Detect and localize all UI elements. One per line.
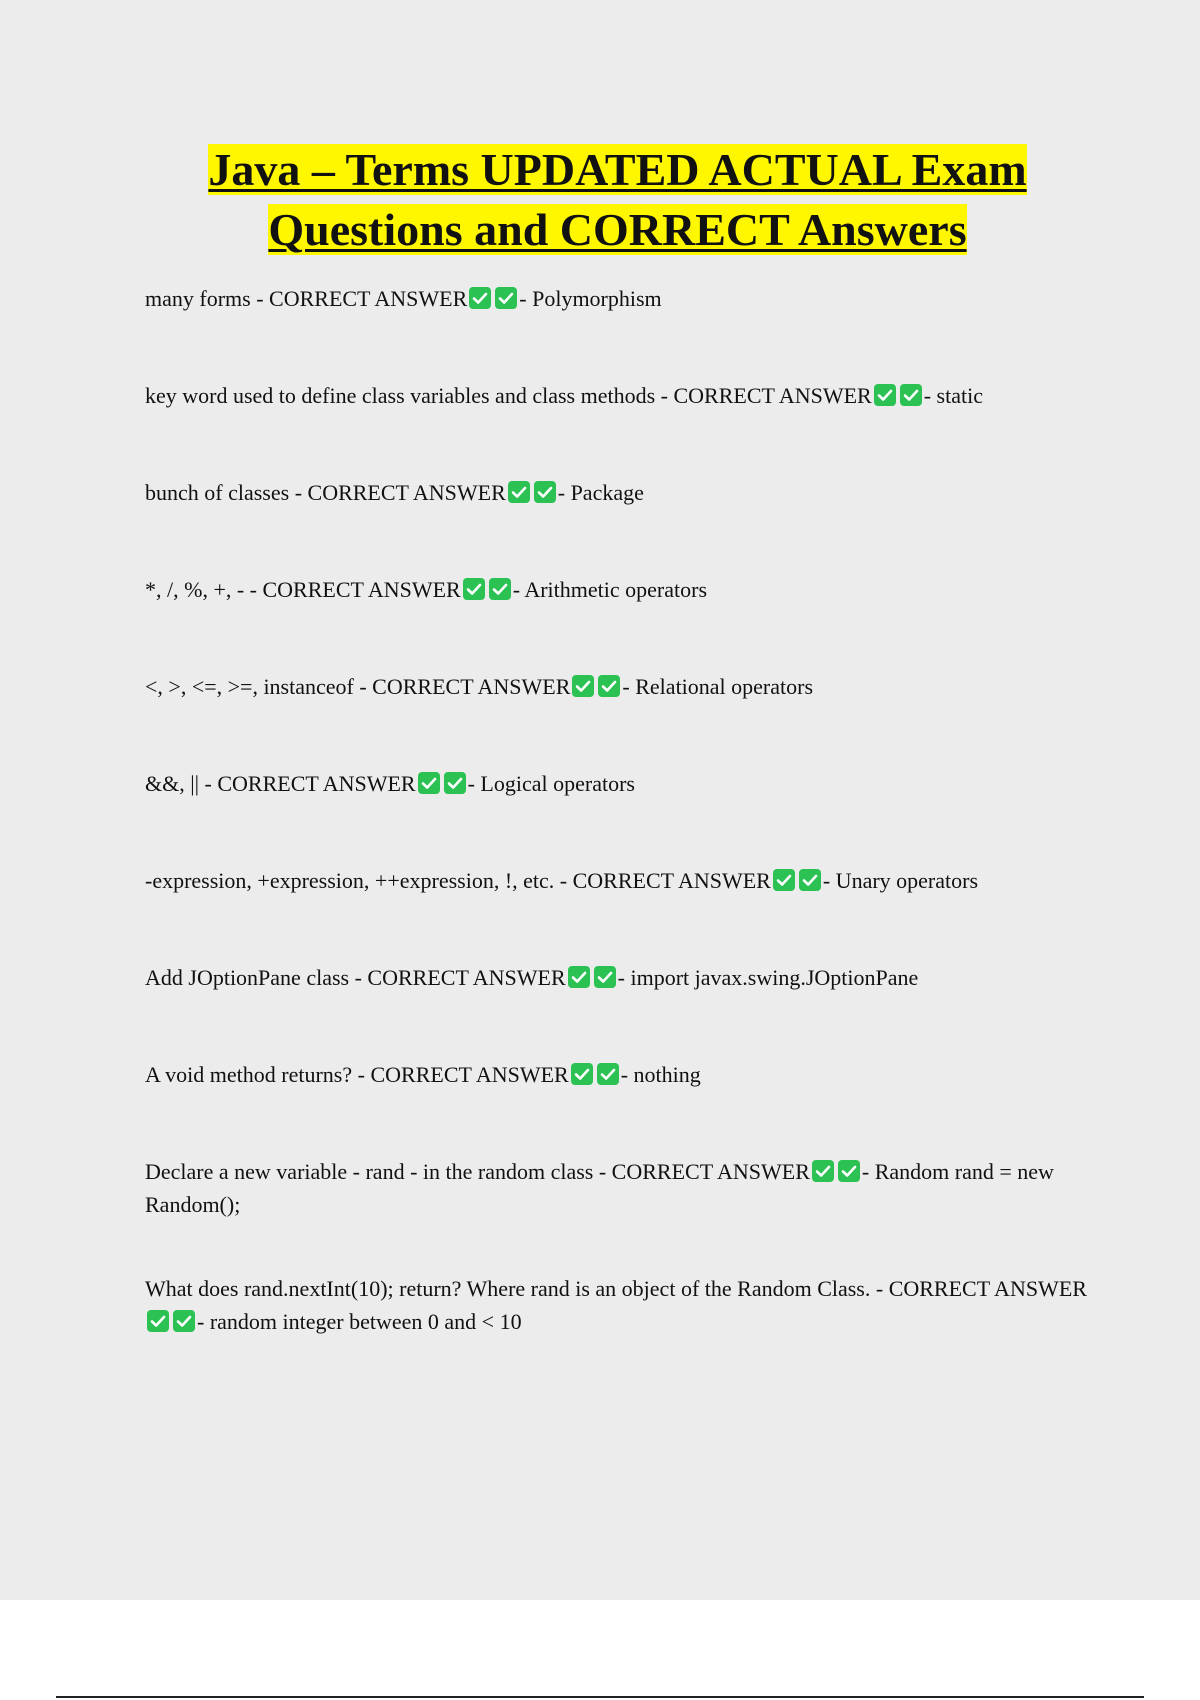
check-box-icon: [463, 578, 485, 600]
check-box-icon: [508, 481, 530, 503]
qa-item: [145, 1155, 1095, 1221]
answer-text: - Unary operators: [822, 868, 979, 893]
qa-list: [145, 282, 1095, 1338]
qa-item: [145, 282, 1095, 315]
correct-answer-label: - CORRECT ANSWER: [204, 771, 416, 796]
qa-item: [145, 864, 1095, 897]
check-box-icon: [594, 966, 616, 988]
check-box-icon: [572, 675, 594, 697]
answer-text: - Relational operators: [622, 674, 814, 699]
qa-item: [145, 1058, 1095, 1091]
question-text: key word used to define class variables and class methods: [145, 383, 656, 408]
answer-text: - static: [923, 383, 983, 408]
correct-answer-label: - CORRECT ANSWER: [249, 577, 461, 602]
answer-text: - Package: [557, 480, 644, 505]
check-box-icon: [444, 772, 466, 794]
check-box-icon: [147, 1310, 169, 1332]
check-box-icon: [489, 578, 511, 600]
check-box-icon: [418, 772, 440, 794]
correct-answer-label: - CORRECT ANSWER: [294, 480, 506, 505]
check-box-icon: [597, 1063, 619, 1085]
correct-answer-label: - CORRECT ANSWER: [256, 286, 468, 311]
check-box-icon: [534, 481, 556, 503]
qa-item: [145, 1272, 1095, 1338]
check-box-icon: [874, 384, 896, 406]
correct-answer-label: - CORRECT ANSWER: [875, 1276, 1087, 1301]
answer-text: - random integer between 0 and < 10: [197, 1309, 522, 1334]
qa-item: [145, 670, 1095, 703]
question-text: many forms: [145, 286, 251, 311]
title-line-2: Questions and CORRECT Answers: [268, 204, 967, 255]
answer-text: - Arithmetic operators: [512, 577, 708, 602]
answer-text: - Logical operators: [467, 771, 635, 796]
check-box-icon: [773, 869, 795, 891]
check-box-icon: [812, 1160, 834, 1182]
check-box-icon: [469, 287, 491, 309]
question-text: What does rand.nextInt(10); return? Where rand is an object of the Random Class.: [145, 1276, 871, 1301]
check-box-icon: [598, 675, 620, 697]
check-box-icon: [838, 1160, 860, 1182]
question-text: bunch of classes: [145, 480, 290, 505]
correct-answer-label: - CORRECT ANSWER: [354, 965, 566, 990]
check-box-icon: [799, 869, 821, 891]
answer-text: - nothing: [620, 1062, 701, 1087]
correct-answer-label: - CORRECT ANSWER: [559, 868, 771, 893]
check-box-icon: [571, 1063, 593, 1085]
qa-item: [145, 379, 1095, 412]
qa-item: [145, 573, 1095, 606]
check-box-icon: [495, 287, 517, 309]
qa-item: [145, 767, 1095, 800]
correct-answer-label: - CORRECT ANSWER: [357, 1062, 569, 1087]
question-text: A void method returns?: [145, 1062, 353, 1087]
check-box-icon: [173, 1310, 195, 1332]
answer-text: - Random rand = new Random();: [145, 1159, 1054, 1217]
check-box-icon: [900, 384, 922, 406]
document-title: [0, 140, 1200, 260]
correct-answer-label: - CORRECT ANSWER: [598, 1159, 810, 1184]
question-text: <, >, <=, >=, instanceof: [145, 674, 354, 699]
title-line-1: Java – Terms UPDATED ACTUAL Exam: [208, 144, 1027, 195]
footer-divider: [56, 1696, 1144, 1698]
question-text: Add JOptionPane class: [145, 965, 350, 990]
qa-item: [145, 476, 1095, 509]
question-text: -expression, +expression, ++expression, !, etc.: [145, 868, 555, 893]
answer-text: - import javax.swing.JOptionPane: [617, 965, 919, 990]
question-text: &&, ||: [145, 771, 200, 796]
correct-answer-label: - CORRECT ANSWER: [359, 674, 571, 699]
qa-item: [145, 961, 1095, 994]
correct-answer-label: - CORRECT ANSWER: [660, 383, 872, 408]
check-box-icon: [568, 966, 590, 988]
question-text: Declare a new variable - rand - in the random class: [145, 1159, 594, 1184]
question-text: *, /, %, +, -: [145, 577, 245, 602]
answer-text: - Polymorphism: [519, 286, 662, 311]
